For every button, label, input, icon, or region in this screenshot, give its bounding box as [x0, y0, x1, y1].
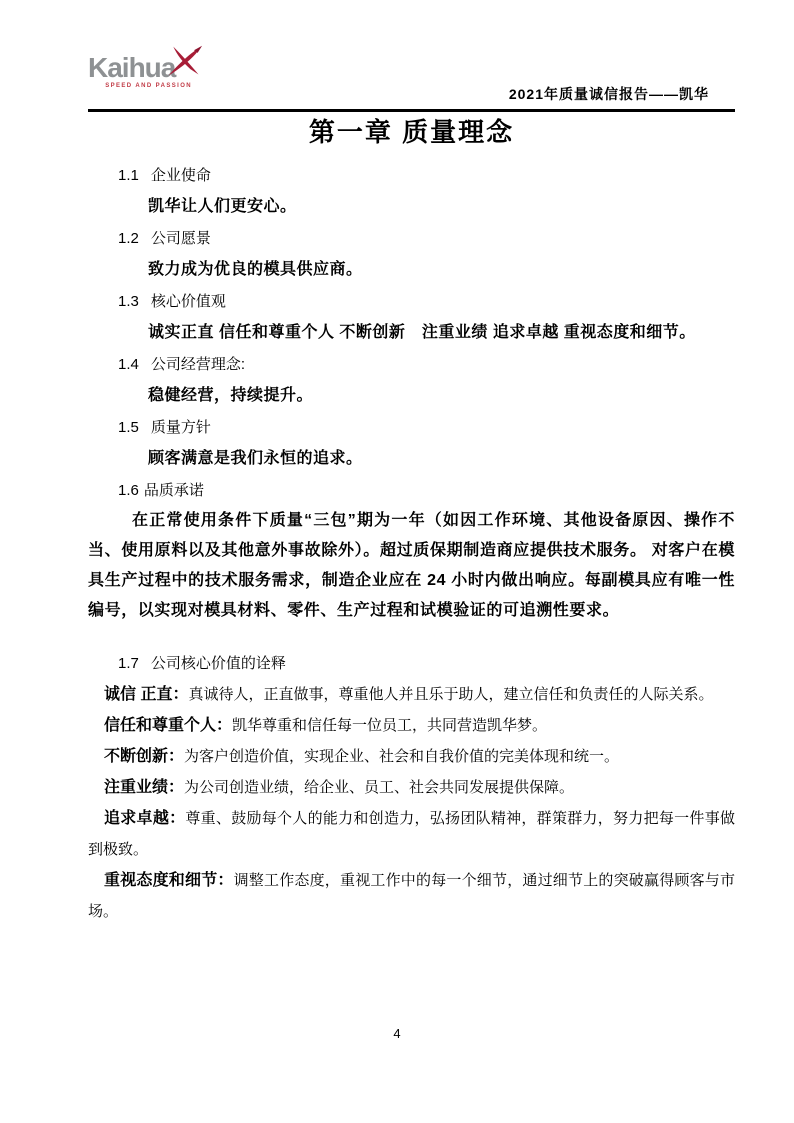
section-heading-text: 企业使命 [150, 167, 211, 184]
value-term: 追求卓越： [104, 810, 186, 827]
section-heading-text: 公司愿景 [150, 230, 211, 247]
quality-commitment-paragraph: 在正常使用条件下质量“三包”期为一年（如因工作环境、其他设备原因、操作不当、使用原料以及其他意外事故除外）。超过质保期制造商应提供技术服务。 对客户在模具生产过程中的技术服务需求，制造企业应在 24 小时内做出响应。每副模具应有唯一性编号，以实现对模具材料、零件、生产过程和试模验证的可追溯性要求。 [88, 512, 735, 619]
value-description: 调整工作态度，重视工作中的每一个细节，通过细节上的突破赢得顾客与市场。 [88, 872, 735, 920]
value-term: 信任和尊重个人： [104, 717, 233, 734]
section-heading-text: 品质承诺 [143, 482, 204, 499]
company-logo [88, 54, 218, 89]
section-content: 稳健经营，持续提升。 [148, 387, 314, 404]
value-term: 诚信 正直： [104, 686, 189, 703]
value-item [88, 865, 735, 927]
section-heading [88, 160, 735, 191]
section-label: 1.4 [118, 356, 139, 373]
section-1-7 [88, 648, 735, 927]
section-label: 1.3 [118, 293, 139, 310]
section-content: 顾客满意是我们永恒的追求。 [148, 450, 363, 467]
section-1-4 [88, 349, 735, 412]
value-description: 真诚待人，正直做事，尊重他人并且乐于助人，建立信任和负责任的人际关系。 [188, 686, 714, 703]
section-content: 凯华让人们更安心。 [148, 198, 297, 215]
section-heading [88, 286, 735, 317]
value-term: 注重业绩： [104, 779, 185, 796]
section-1-1 [88, 160, 735, 223]
section-label: 1.2 [118, 230, 139, 247]
chapter-title: 第一章 质量理念 [308, 117, 515, 147]
value-description: 为公司创造业绩，给企业、员工、社会共同发展提供保障。 [184, 779, 575, 796]
section-heading-text: 公司核心价值的诠释 [150, 655, 286, 672]
value-item [88, 710, 735, 741]
section-1-2 [88, 223, 735, 286]
value-description: 尊重、鼓励每个人的能力和创造力，弘扬团队精神，群策群力，努力把每一件事做到极致。 [88, 810, 735, 858]
logo-tagline: SPEED AND PASSION [105, 83, 192, 89]
section-heading [88, 412, 735, 443]
document-body [88, 116, 735, 927]
section-label: 1.5 [118, 419, 139, 436]
section-heading [88, 648, 735, 679]
value-item [88, 679, 735, 710]
section-heading-text: 质量方针 [150, 419, 211, 436]
value-description: 为客户创造价值，实现企业、社会和自我价值的完美体现和统一。 [184, 748, 620, 765]
section-heading-text: 公司经营理念: [150, 356, 246, 373]
value-description: 凯华尊重和信任每一位员工，共同营造凯华梦。 [232, 717, 548, 734]
page-header [88, 0, 735, 112]
section-1-5 [88, 412, 735, 475]
core-values-list [88, 679, 735, 927]
section-label: 1.7 [118, 655, 139, 672]
report-title: 2021年质量诚信报告——凯华 [508, 86, 709, 102]
value-term: 重视态度和细节： [104, 872, 234, 889]
value-item [88, 741, 735, 772]
value-item [88, 772, 735, 803]
hummingbird-logo-icon [167, 44, 203, 78]
section-heading [88, 349, 735, 380]
section-1-6 [88, 475, 735, 626]
logo-brand-text: Kaihua [88, 52, 176, 83]
page-number: 4 [393, 1026, 401, 1041]
value-term: 不断创新： [104, 748, 185, 765]
section-1-3 [88, 286, 735, 349]
section-heading [88, 223, 735, 254]
section-content: 诚实正直 信任和尊重个人 不断创新 注重业绩 追求卓越 重视态度和细节。 [148, 324, 696, 341]
section-heading [88, 475, 735, 506]
section-heading-text: 核心价值观 [150, 293, 226, 310]
value-item [88, 803, 735, 865]
section-label: 1.6 [118, 482, 139, 499]
section-content: 致力成为优良的模具供应商。 [148, 261, 363, 278]
section-label: 1.1 [118, 167, 139, 184]
